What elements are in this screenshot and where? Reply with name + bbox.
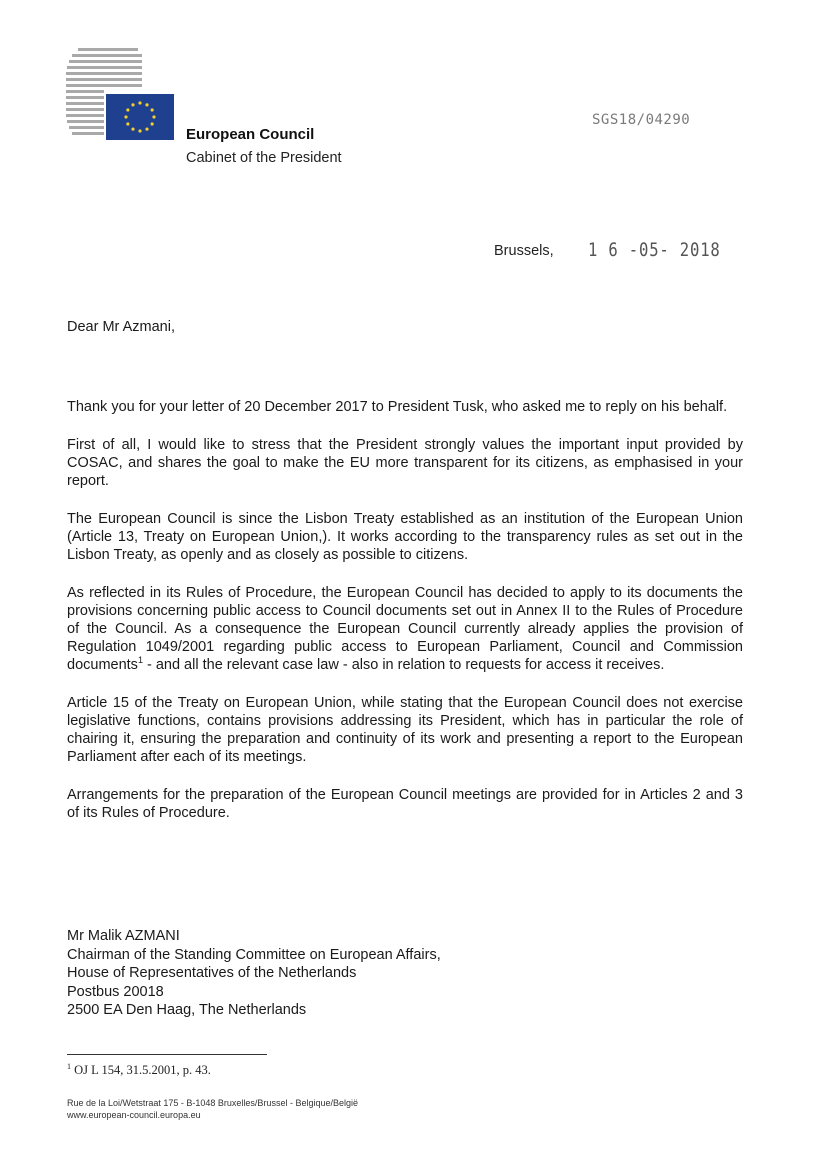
paragraph-4-text: As reflected in its Rules of Procedure, the European Council has decided to apply to its documents the provisions concerning public access to Council documents set out in Annex II to the Rules of Procedure of the Council. As a consequence the European Council currently already applies the provision of Regulation 1049/2001 regarding public access to European Parliament, Council and Commission documents [67,585,743,673]
addressee-title: Chairman of the Standing Committee on European Affairs, [67,946,441,963]
flag-star [126,108,129,111]
addressee-name: Mr Malik AZMANI [67,928,180,944]
addressee-block [67,927,441,1020]
eu-flag [106,94,174,140]
flag-star [138,129,141,132]
flag-star [145,103,148,106]
flag-star [131,103,134,106]
dateline-place: Brussels, [494,243,554,259]
reference-stamp: SGS18/04290 [592,112,691,128]
flag-star [126,122,129,125]
european-council-logo [66,44,178,144]
addressee-institution: House of Representatives of the Netherlands [67,965,357,981]
paragraph-3: The European Council is since the Lisbon Treaty established as an institution of the European Union (Article 13, Treaty on European Union,). It works according to the transparency rules as set out in the Lisbon Treaty, as openly and as closely as possible to citizens. [67,511,743,563]
paragraph-5: Article 15 of the Treaty on European Union, while stating that the European Council does not exercise legislative functions, contains provisions addressing its President, which has in particular the role of chairing it, ensuring the preparation and continuity of its work and presenting a report to the European Parliament after each of its meetings. [67,695,743,765]
letter-body [67,398,743,842]
eu-flag-council-logo-icon [66,44,178,144]
addressee-postbus: Postbus 20018 [67,983,164,1000]
flag-star [145,128,148,131]
footer-postal-address: Rue de la Loi/Wetstraat 175 - B-1048 Bruxelles/Brussel - Belgique/België [67,1098,358,1108]
footer [67,1097,358,1121]
paragraph-4-text-cont: - and all the relevant case law - also in relation to requests for access it receives. [142,657,665,673]
footnote-divider [67,1054,267,1055]
flag-star [131,128,134,131]
flag-star [124,115,127,118]
paragraph-2: First of all, I would like to stress that the President strongly values the important input provided by COSAC, and shares the goal to make the EU more transparent for its citizens, as emphasised in your report. [67,437,743,489]
flag-star [151,122,154,125]
paragraph-1: Thank you for your letter of 20 December 2017 to President Tusk, who asked me to reply on his behalf. [67,399,728,415]
flag-star [152,115,155,118]
footnote-reference: 1 [137,655,143,666]
date-stamp: 1 6 -05- 2018 [588,239,721,261]
footnote-marker: 1 [67,1062,71,1071]
organization-subtitle: Cabinet of the President [186,150,342,166]
salutation: Dear Mr Azmani, [67,319,175,335]
paragraph-4 [67,584,743,674]
footnote [67,1062,211,1078]
footer-website: www.european-council.europa.eu [67,1110,201,1120]
footnote-text: OJ L 154, 31.5.2001, p. 43. [71,1063,211,1078]
addressee-city: 2500 EA Den Haag, The Netherlands [67,1002,307,1018]
organization-name: European Council [186,126,315,143]
flag-star [138,101,141,104]
paragraph-6: Arrangements for the preparation of the European Council meetings are provided for in Articles 2 and 3 of its Rules of Procedure. [67,787,743,821]
flag-star [151,108,154,111]
